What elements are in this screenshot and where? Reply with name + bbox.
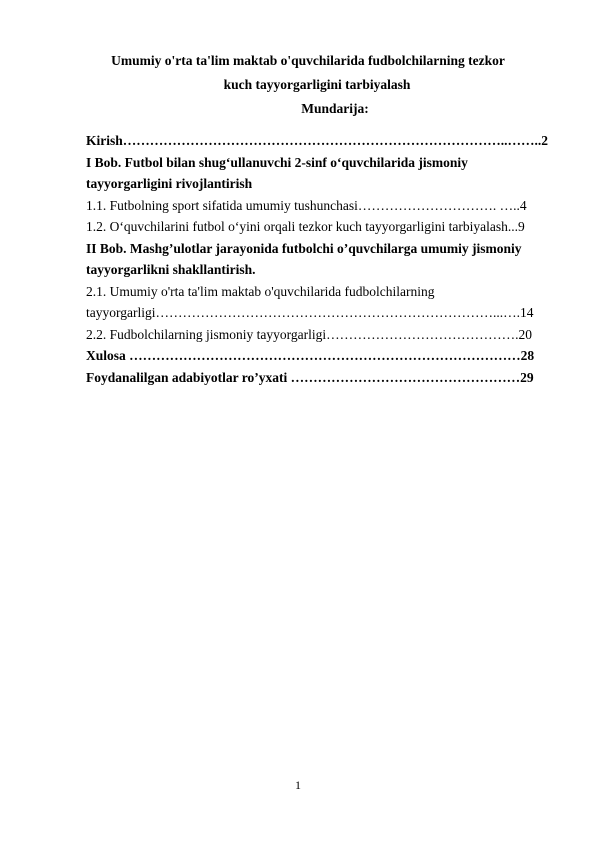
table-of-contents	[86, 130, 560, 388]
toc-entry-chapter-1: I Bob. Futbol bilan shug‘ullanuvchi 2-sinf o‘quvchilarida jismoniy	[86, 154, 468, 170]
toc-entry-bibliography: Foydanalilgan adabiyotlar ro’yxati ……………………………………………29	[86, 369, 534, 385]
toc-entry-chapter-2: II Bob. Mashg’ulotlar jarayonida futbolchi o’quvchilarga umumiy jismoniy	[86, 240, 522, 256]
toc-entry-section-2-2: 2.2. Fudbolchilarning jismoniy tayyorgarligi…………………………………….20	[86, 326, 532, 342]
toc-entry-introduction: Kirish…………………………………………………………………………..……..2	[86, 133, 549, 148]
toc-entry-section-2-1: 2.1. Umumiy o'rta ta'lim maktab o'quvchilarida fudbolchilarning	[86, 283, 435, 299]
page-number: 1	[295, 778, 301, 792]
toc-entry-section-2-1-cont: tayyorgarligi…………………………………………………………………...….14	[86, 305, 534, 320]
toc-entry-conclusion: Xulosa ……………………………………………………………………………28	[86, 348, 535, 363]
toc-entry-chapter-2-cont: tayyorgarlikni shakllantirish.	[86, 262, 256, 277]
document-title-line-2: kuch tayyorgarligini tarbiyalash	[223, 77, 411, 92]
toc-entry-chapter-1-cont: tayyorgarligini rivojlantirish	[86, 176, 253, 191]
toc-entry-section-1-1: 1.1. Futbolning sport sifatida umumiy tushunchasi…………………………. …..4	[86, 197, 527, 213]
toc-heading: Mundarija:	[301, 101, 369, 116]
toc-entry-section-1-2: 1.2. O‘quvchilarini futbol o‘yini orqali tezkor kuch tayyorgarligini tarbiyalash...9	[86, 219, 525, 234]
document-title-line-1: Umumiy o'rta ta'lim maktab o'quvchilarida fudbolchilarning tezkor	[111, 53, 505, 68]
